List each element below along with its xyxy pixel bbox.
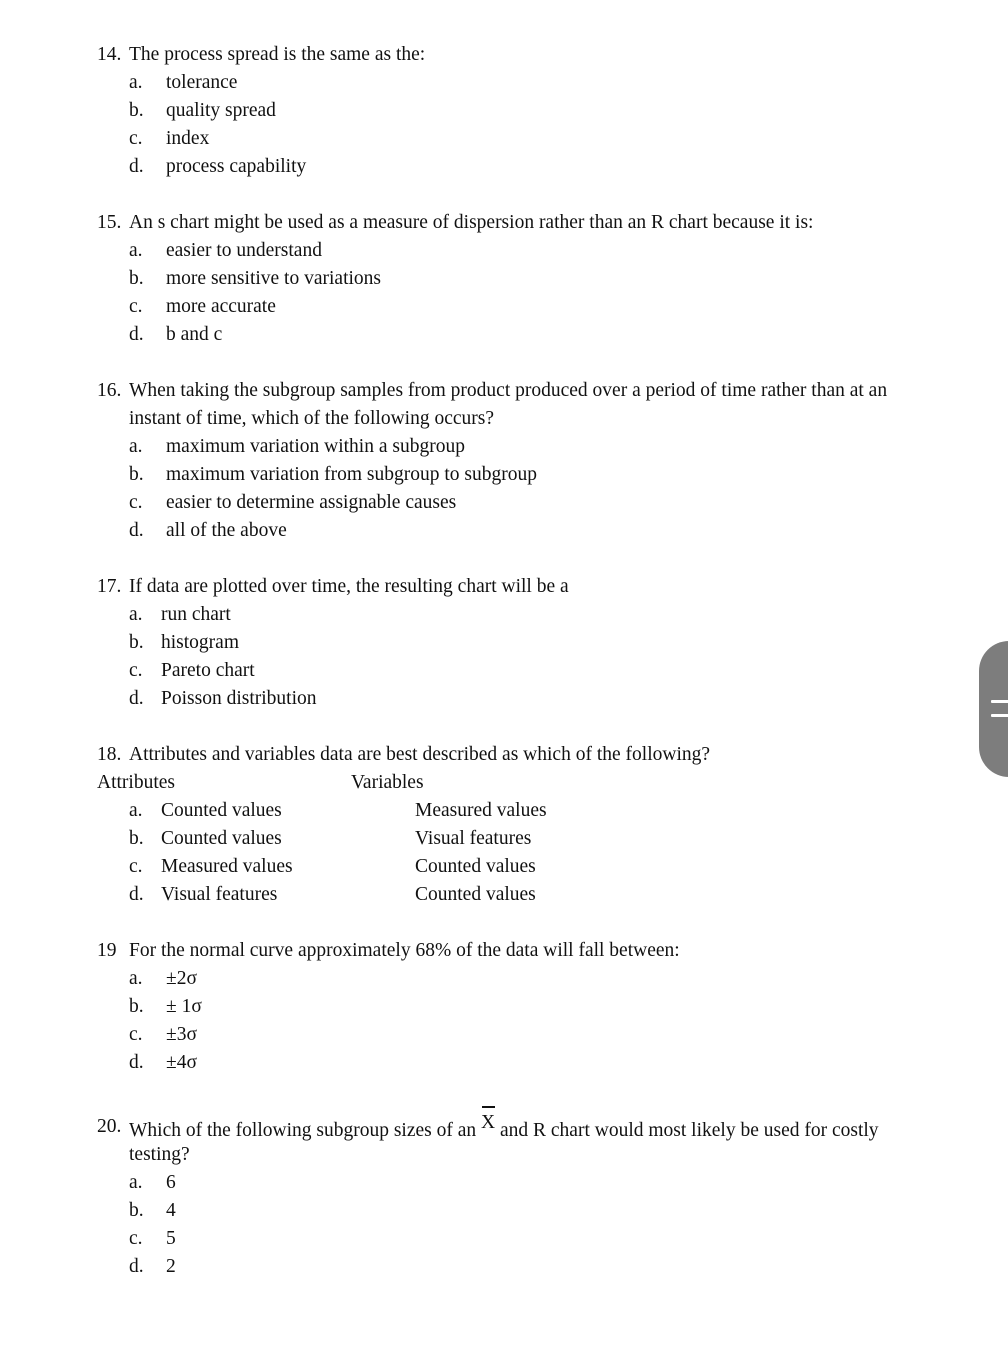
option-text: process capability <box>166 156 307 177</box>
option-letter: c. <box>129 1228 143 1249</box>
option-attributes: Counted values <box>161 828 282 849</box>
option-text: 2 <box>166 1256 176 1277</box>
option-letter: c. <box>129 660 143 681</box>
option-text: maximum variation within a subgroup <box>166 436 465 457</box>
question-text: When taking the subgroup samples from product produced over a period of time rather than at an <box>129 380 888 401</box>
option-attributes: Measured values <box>161 856 293 877</box>
option-text: 4 <box>166 1200 176 1221</box>
question-number: 15. <box>97 212 122 233</box>
option-attributes: Visual features <box>161 884 278 905</box>
option-text: 5 <box>166 1228 176 1249</box>
option-letter: d. <box>129 156 144 177</box>
option-text: tolerance <box>166 72 238 93</box>
question-text-continued: instant of time, which of the following occurs? <box>129 408 494 429</box>
question-text-before: Which of the following subgroup sizes of an <box>129 1120 477 1141</box>
option-text: b and c <box>166 324 223 345</box>
option-letter: b. <box>129 996 144 1017</box>
option-letter: d. <box>129 1256 144 1277</box>
option-text: more accurate <box>166 296 276 317</box>
option-text: ±2σ <box>166 968 197 989</box>
question-number: 19 <box>97 940 117 961</box>
option-letter: b. <box>129 100 144 121</box>
option-letter: a. <box>129 72 143 93</box>
option-letter: a. <box>129 800 143 821</box>
option-letter: a. <box>129 436 143 457</box>
option-text: easier to understand <box>166 240 322 261</box>
option-letter: c. <box>129 1024 143 1045</box>
option-text: easier to determine assignable causes <box>166 492 457 513</box>
question-text: Attributes and variables data are best described as which of the following? <box>129 744 711 765</box>
question-text-after: and R chart would most likely be used for costly <box>499 1120 879 1141</box>
option-text: histogram <box>161 632 239 653</box>
option-variables: Counted values <box>415 856 536 877</box>
question-text: The process spread is the same as the: <box>129 44 426 65</box>
option-text: Poisson distribution <box>161 688 317 709</box>
question-text-continued: testing? <box>129 1144 190 1165</box>
option-letter: c. <box>129 296 143 317</box>
option-text: index <box>166 128 210 149</box>
option-letter: d. <box>129 884 144 905</box>
question-text: An s chart might be used as a measure of dispersion rather than an R chart because it is: <box>129 212 814 233</box>
attributes-column-header: Attributes <box>97 772 175 793</box>
question-number: 14. <box>97 44 122 65</box>
option-letter: d. <box>129 520 144 541</box>
option-text: all of the above <box>166 520 287 541</box>
option-text: quality spread <box>166 100 276 121</box>
option-letter: a. <box>129 604 143 625</box>
option-text: more sensitive to variations <box>166 268 381 289</box>
x-bar-symbol: X <box>481 1109 495 1133</box>
option-attributes: Counted values <box>161 800 282 821</box>
option-text: maximum variation from subgroup to subgroup <box>166 464 537 485</box>
option-text: ±3σ <box>166 1024 197 1045</box>
question-text: If data are plotted over time, the resulting chart will be a <box>129 576 569 597</box>
option-letter: c. <box>129 856 143 877</box>
option-text: run chart <box>161 604 231 625</box>
option-letter: d. <box>129 688 144 709</box>
option-letter: a. <box>129 1172 143 1193</box>
option-letter: b. <box>129 828 144 849</box>
option-letter: b. <box>129 1200 144 1221</box>
option-letter: a. <box>129 968 143 989</box>
option-text: ± 1σ <box>166 996 202 1017</box>
option-text: ±4σ <box>166 1052 197 1073</box>
option-letter: b. <box>129 268 144 289</box>
option-letter: c. <box>129 492 143 513</box>
option-letter: d. <box>129 1052 144 1073</box>
option-variables: Measured values <box>415 800 547 821</box>
option-variables: Visual features <box>415 828 532 849</box>
question-text <box>129 1112 879 1141</box>
question-number: 20. <box>97 1116 122 1137</box>
question-number: 17. <box>97 576 122 597</box>
option-letter: b. <box>129 464 144 485</box>
option-variables: Counted values <box>415 884 536 905</box>
option-letter: a. <box>129 240 143 261</box>
question-text: For the normal curve approximately 68% of the data will fall between: <box>129 940 680 961</box>
variables-column-header: Variables <box>351 772 424 793</box>
side-panel-tab[interactable] <box>979 641 1008 777</box>
question-number: 16. <box>97 380 122 401</box>
option-letter: b. <box>129 632 144 653</box>
option-letter: c. <box>129 128 143 149</box>
question-number: 18. <box>97 744 122 765</box>
option-text: 6 <box>166 1172 176 1193</box>
option-letter: d. <box>129 324 144 345</box>
option-text: Pareto chart <box>161 660 255 681</box>
